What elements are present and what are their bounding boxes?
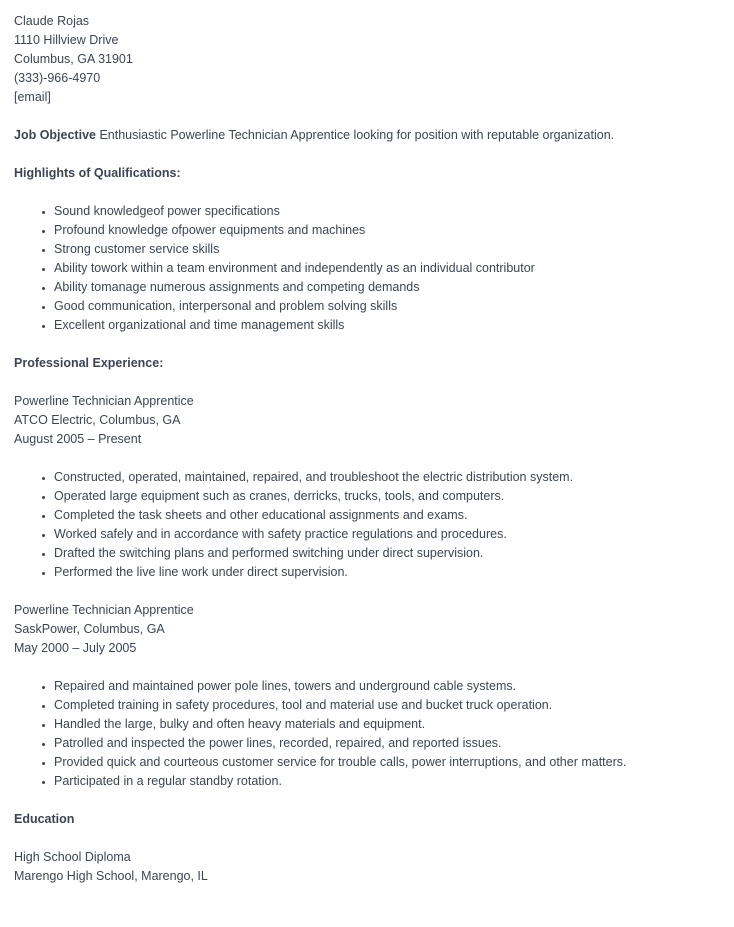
list-item: • Drafted the switching plans and performed switching under direct supervision. (54, 544, 720, 563)
contact-block (14, 12, 720, 107)
job-1-duties-list (14, 468, 720, 582)
education-entry (14, 848, 720, 886)
list-item: • Participated in a regular standby rotation. (54, 772, 720, 791)
list-item: • Good communication, interpersonal and problem solving skills (54, 297, 720, 316)
objective-label: Job Objective (14, 128, 96, 142)
list-item: • Strong customer service skills (54, 240, 720, 259)
list-item: • Ability tomanage numerous assignments and competing demands (54, 278, 720, 297)
list-item: • Patrolled and inspected the power lines, recorded, repaired, and reported issues. (54, 734, 720, 753)
objective-text: Enthusiastic Powerline Technician Apprentice looking for position with reputable organization. (95, 128, 615, 142)
job-title: Powerline Technician Apprentice (14, 603, 194, 617)
list-item: • Completed training in safety procedures, tool and material use and bucket truck operation. (54, 696, 720, 715)
qualifications-list (14, 202, 720, 335)
list-item: • Completed the task sheets and other educational assignments and exams. (54, 506, 720, 525)
job-company: ATCO Electric, Columbus, GA (14, 413, 181, 427)
contact-email: [email] (14, 90, 51, 104)
objective-paragraph (14, 126, 720, 145)
list-item: • Excellent organizational and time management skills (54, 316, 720, 335)
job-title: Powerline Technician Apprentice (14, 394, 194, 408)
list-item: • Handled the large, bulky and often heavy materials and equipment. (54, 715, 720, 734)
education-degree: High School Diploma (14, 850, 131, 864)
qualifications-heading: Highlights of Qualifications: (14, 166, 181, 180)
job-entry-2 (14, 601, 720, 658)
education-school: Marengo High School, Marengo, IL (14, 869, 208, 883)
experience-heading: Professional Experience: (14, 356, 164, 370)
contact-phone: (333)-966-4970 (14, 71, 101, 85)
list-item: • Constructed, operated, maintained, repaired, and troubleshoot the electric distribution system. (54, 468, 720, 487)
job-entry-1 (14, 392, 720, 449)
education-heading: Education (14, 812, 75, 826)
job-company: SaskPower, Columbus, GA (14, 622, 165, 636)
list-item: • Sound knowledgeof power specifications (54, 202, 720, 221)
contact-name: Claude Rojas (14, 14, 90, 28)
list-item: • Worked safely and in accordance with safety practice regulations and procedures. (54, 525, 720, 544)
list-item: • Ability towork within a team environment and independently as an individual contributor (54, 259, 720, 278)
job-2-duties-list (14, 677, 720, 791)
job-dates: May 2000 – July 2005 (14, 641, 137, 655)
list-item: • Profound knowledge ofpower equipments and machines (54, 221, 720, 240)
list-item: • Operated large equipment such as cranes, derricks, trucks, tools, and computers. (54, 487, 720, 506)
job-dates: August 2005 – Present (14, 432, 142, 446)
list-item: • Performed the live line work under direct supervision. (54, 563, 720, 582)
list-item: • Repaired and maintained power pole lines, towers and underground cable systems. (54, 677, 720, 696)
list-item: • Provided quick and courteous customer service for trouble calls, power interruptions, and other matters. (54, 753, 720, 772)
contact-city: Columbus, GA 31901 (14, 52, 133, 66)
contact-street: 1110 Hillview Drive (14, 33, 119, 47)
